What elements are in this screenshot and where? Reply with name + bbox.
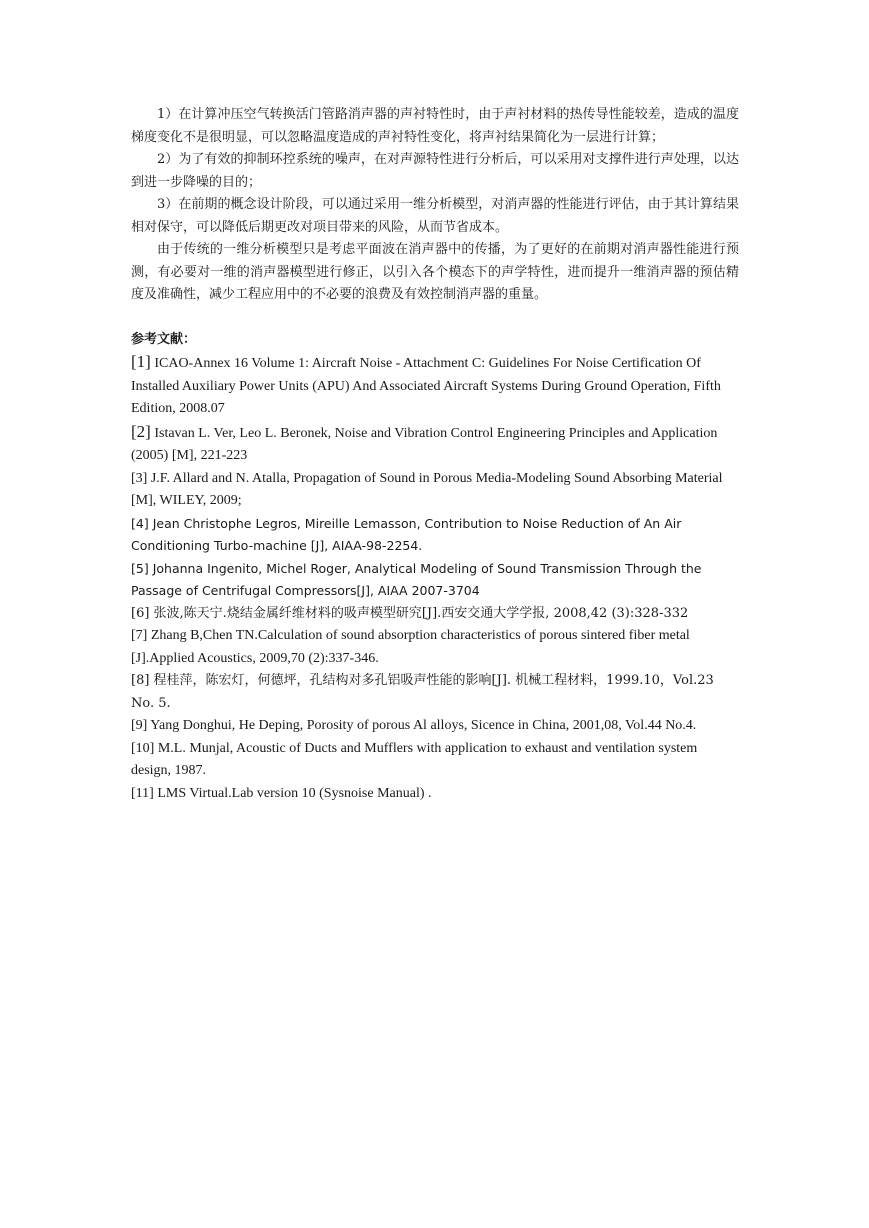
reference-item-5 [131,558,739,603]
reference-item-9 [131,715,739,738]
document-page [131,104,739,805]
reference-text: Istavan L. Ver, Leo L. Beronek, Noise and Vibration Control Engineering Principles and Application (2005) [M], 221-223 [131,425,718,463]
reference-text: LMS Virtual.Lab version 10 (Sysnoise Manual) . [153,785,432,801]
conclusion-paragraph-3: 3）在前期的概念设计阶段，可以通过采用一维分析模型，对消声器的性能进行评估，由于其计算结果相对保守，可以降低后期更改对项目带来的风险，从而节省成本。 [131,197,739,235]
reference-number: [5] [131,560,149,576]
reference-number: [3] [131,470,148,486]
reference-item-11 [131,783,739,806]
reference-text: Johanna Ingenito, Michel Roger, Analytical Modeling of Sound Transmission Through the Passage of Centrifugal Compressors[J], AIAA 2007-3704 [131,560,702,598]
reference-number: [9] [131,718,148,733]
reference-item-4 [131,513,739,558]
reference-item-3 [131,468,739,513]
reference-text: Zhang B,Chen TN.Calculation of sound absorption characteristics of porous sintered fiber metal [J].Applied Acoustics, 2009,70 (2):337-346. [131,628,690,666]
reference-number: [4] [131,515,149,531]
reference-number: [10] [131,740,155,756]
reference-text: M.L. Munjal, Acoustic of Ducts and Mufflers with application to exhaust and ventilation system design, 1987. [131,740,698,778]
reference-item-7 [131,625,739,670]
reference-text: 张波,陈天宁.烧结金属纤维材料的吸声模型研究[J].西安交通大学学报, 2008,42 (3):328-332 [149,605,689,621]
reference-item-1 [131,351,739,421]
conclusion-paragraph-1: 1）在计算冲压空气转换活门管路消声器的声衬特性时，由于声衬材料的热传导性能较差，造成的温度梯度变化不是很明显，可以忽略温度造成的声衬特性变化，将声衬结果简化为一层进行计算； [131,107,739,145]
conclusion-paragraph-2: 2）为了有效的抑制环控系统的噪声，在对声源特性进行分析后，可以采用对支撑件进行声处理，以达到进一步降噪的目的； [131,152,739,190]
reference-number: [7] [131,628,148,643]
section-spacer [131,307,739,329]
reference-number: [6] [131,605,150,621]
reference-number: [11] [131,785,154,801]
reference-text: ICAO-Annex 16 Volume 1: Aircraft Noise - Attachment C: Guidelines For Noise Certification Of Installed Auxiliary Power Units (APU) And Associated Aircraft Systems During Ground Operation, Fifth Edition, 2008.07 [131,356,721,416]
references-heading: 参考文献： [131,331,197,347]
reference-text: J.F. Allard and N. Atalla, Propagation of Sound in Porous Media-Modeling Sound Absorbing Material [M], WILEY, 2009; [131,470,723,508]
reference-item-6 [131,603,739,626]
reference-text: 程桂萍，陈宏灯，何德坪，孔结构对多孔铝吸声性能的影响[J]. 机械工程材料，1999.10，Vol.23 No. 5. [131,673,714,711]
reference-item-8 [131,670,739,715]
reference-item-10 [131,738,739,783]
reference-number: [8] [131,673,150,688]
reference-number: [1] [131,352,151,371]
conclusion-paragraph-4: 由于传统的一维分析模型只是考虑平面波在消声器中的传播，为了更好的在前期对消声器性能进行预测，有必要对一维的消声器模型进行修正，以引入各个模态下的声学特性，进而提升一维消声器的预估精度及准确性，减少工程应用中的不必要的浪费及有效控制消声器的重量。 [131,242,739,302]
reference-number: [2] [131,421,151,441]
reference-text: Jean Christophe Legros, Mireille Lemasson, Contribution to Noise Reduction of An Air Conditioning Turbo-machine [J], AIAA-98-2254. [131,515,682,553]
reference-text: Yang Donghui, He Deping, Porosity of porous Al alloys, Sicence in China, 2001,08, Vol.44 No.4. [147,718,697,733]
reference-item-2 [131,421,739,468]
